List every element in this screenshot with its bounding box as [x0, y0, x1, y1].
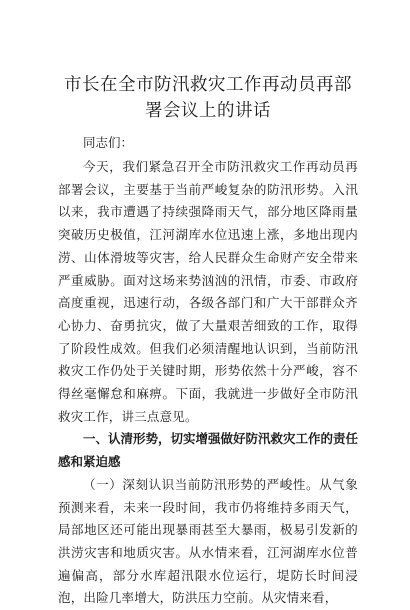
section-heading: 一、认清形势，切实增强做好防汛救灾工作的责任感和紧迫感 — [58, 431, 359, 470]
document-page — [58, 72, 358, 610]
document-title: 市长在全市防汛救灾工作再动员再部署会议上的讲话 — [64, 75, 352, 121]
sub-section-paragraph — [58, 474, 358, 610]
sub-heading: （一）深刻认识当前防汛形势的严峻性。 — [83, 476, 320, 492]
sub-paragraph-text: 从气象预测来看，未来一段时间，我市仍将维持多雨天气，局部地区还可能出现暴雨甚至大暴雨，极易引发新的洪涝灾害和地质灾害。从水情来看，江河湖库水位普遍偏高，部分水库超汛限水位运行，堤防长时间浸泡，出险几率增大，防洪压力空前。从灾情来看， — [58, 476, 358, 606]
salutation: 同志们： — [83, 135, 134, 150]
intro-paragraph: 今天，我们紧急召开全市防汛救灾工作再动员再部署会议，主要基于当前严峻复杂的防汛形势。入汛以来，我市遭遇了持续强降雨天气，部分地区降雨量突破历史极值，江河湖库水位迅速上涨，多地出现内涝、山体滑坡等灾害，给人民群众生命财产安全带来严重威胁。面对这场来势汹汹的汛情，市委、市政府高度重视，迅速行动，各级各部门和广大干部群众齐心协力、奋勇抗灾，做了大量艰苦细致的工作，取得了阶段性成效。但我们必须清醒地认识到，当前防汛救灾工作仍处于关键时期，形势依然十分严峻，容不得丝毫懈怠和麻痹。下面，我就进一步做好全市防汛救灾工作，讲三点意见。 — [58, 159, 358, 424]
